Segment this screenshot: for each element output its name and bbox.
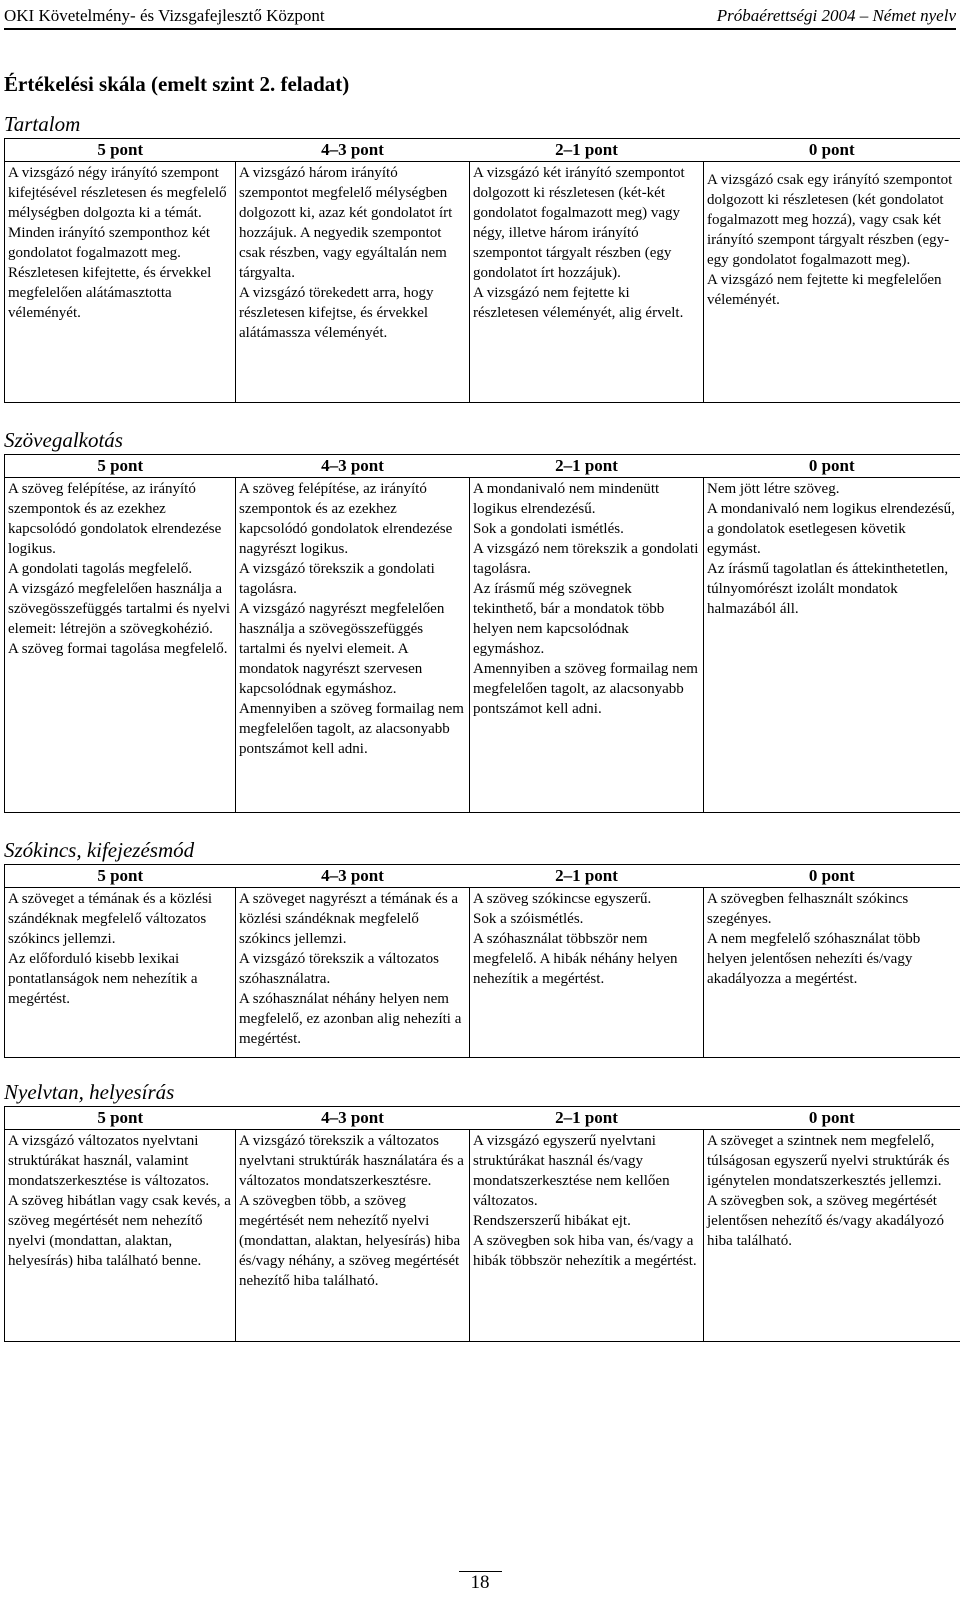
criteria-text: Nem jött létre szöveg. A mondanivaló nem logikus elrendezésű, a gondolatok esetlegesen követik egymást. Az írásmű tagolatlan és áttekinthetetlen, túlnyomórészt izolált mondatok halmazából áll. [707,481,955,617]
score-header: 5 pont [5,139,236,162]
score-header: 5 pont [5,865,236,888]
criteria-text: A szöveget nagyrészt a témának és a közlési szándéknak megfelelő szókincs jellemzi. A vizsgázó törekszik a változatos szóhasználatra. A szóhasználat néhány helyen nem megfelelő, ez azonban alig nehezíti a megértést. [239,891,462,1047]
score-header: 4–3 pont [236,455,470,478]
page-number: 18 [459,1571,502,1593]
criteria-cell [470,162,704,403]
criteria-cell [5,888,236,1058]
criteria-cell [236,162,470,403]
score-header: 2–1 pont [470,865,704,888]
score-header-row [5,139,960,162]
criteria-text: A vizsgázó nem fejtette ki megfelelően véleményét. [707,272,942,308]
score-header: 0 pont [704,1107,960,1130]
criteria-row [5,162,960,403]
score-header: 5 pont [5,1107,236,1130]
criteria-cell [470,478,704,813]
score-header: 5 pont [5,455,236,478]
criteria-cell [704,478,960,813]
criteria-cell [236,888,470,1058]
score-header-row [5,1107,960,1130]
score-header: 2–1 pont [470,455,704,478]
criteria-cell [704,162,960,403]
score-header-row [5,865,960,888]
rubric-table [4,454,960,813]
score-header: 2–1 pont [470,1107,704,1130]
criteria-text: A szöveg felépítése, az irányító szempontok és az ezekhez kapcsolódó gondolatok elrendezése nagyrészt logikus. A vizsgázó törekszik a gondolati tagolásra. A vizsgázó nagyrészt megfelelően használja a szövegösszefüggés tartalmi és nyelvi elemeit. A mondatok nagyrészt szervesen kapcsolódnak egymáshoz. Amennyiben a szöveg formailag nem megfelelően tagolt, az alacsonyabb pontszámot kell adni. [239,481,464,757]
criteria-text: A vizsgázó törekszik a változatos nyelvtani struktúrák használatára és a változatos mondatszerkesztésre. A szövegben több, a szöveg megértését nem nehezítő nyelvi (mondattan, alaktan, helyesírás) hiba és/vagy néhány, a szöveg megértését nehezítő hiba található. [239,1133,464,1289]
criteria-cell [470,888,704,1058]
criteria-text: A mondanivaló nem mindenütt logikus elrendezésű. Sok a gondolati ismétlés. A vizsgázó nem törekszik a gondolati tagolásra. Az írásmű még szövegnek tekinthető, bár a mondatok több helyen nem kapcsolódnak egymáshoz. Amennyiben a szöveg formailag nem megfelelően tagolt, az alacsonyabb pontszámot kell adni. [473,481,699,717]
score-header: 0 pont [704,455,960,478]
criteria-row [5,888,960,1058]
page-title: Értékelési skála (emelt szint 2. feladat) [4,72,350,96]
score-header: 4–3 pont [236,865,470,888]
criteria-cell [5,478,236,813]
section-tartalom [4,110,960,403]
score-header-row [5,455,960,478]
criteria-text: A szöveg felépítése, az irányító szempontok és az ezekhez kapcsolódó gondolatok elrendezése logikus. A gondolati tagolás megfelelő. A vizsgázó megfelelően használja a szövegösszefüggés tartalmi és nyelvi elemeit: létrejön a szövegkohézió. A szöveg formai tagolása megfelelő. [8,481,231,657]
score-header: 2–1 pont [470,139,704,162]
criteria-cell [470,1130,704,1342]
score-header: 0 pont [704,865,960,888]
section-label: Szövegalkotás [4,428,123,452]
criteria-cell [704,888,960,1058]
criteria-cell [5,1130,236,1342]
section-szovegalkotas [4,426,960,813]
rubric-table [4,864,960,1058]
section-label: Tartalom [4,112,81,136]
section-nyelvtan [4,1078,960,1342]
criteria-cell [5,162,236,403]
criteria-cell [236,1130,470,1342]
criteria-text: A vizsgázó változatos nyelvtani struktúrákat használ, valamint mondatszerkesztése is változatos. A szöveg hibátlan vagy csak kevés, a szöveg megértését nem nehezítő nyelvi (mondattan, alaktan, helyesírás) hiba található benne. [8,1133,231,1269]
criteria-text: A vizsgázó csak egy irányító szempontot dolgozott ki részletesen (két gondolatot fogalmazott meg hozzá), vagy csak két irányító szempont tárgyalt részben (egy-egy gondolatot fogalmazott meg). [707,172,953,268]
criteria-text: A vizsgázó két irányító szempontot dolgozott ki részletesen (két-két gondolatot fogalmazott meg) vagy négy, illetve három irányító szempontot tárgyalt részben (egy gondolatot írt hozzájuk). [473,165,685,281]
page-number-container [0,1572,960,1594]
header-left: OKI Követelmény- és Vizsgafejlesztő Központ [4,6,325,25]
rubric-table [4,1106,960,1342]
criteria-cell [236,478,470,813]
criteria-row [5,478,960,813]
criteria-text: A vizsgázó nem fejtette ki részletesen véleményét, alig érvelt. [473,285,684,321]
page-header [4,0,956,30]
criteria-text: A vizsgázó egyszerű nyelvtani struktúrákat használ és/vagy mondatszerkesztése nem kellően változatos. Rendszerszerű hibákat ejt. A szövegben sok hiba van, és/vagy a hibák többször nehezítik a megértést. [473,1133,697,1269]
criteria-text: A szöveg szókincse egyszerű. Sok a szóismétlés. A szóhasználat többször nem megfelelő. A hibák néhány helyen nehezítik a megértést. [473,891,678,987]
criteria-text: A vizsgázó törekedett arra, hogy részletesen kifejtse, és érvekkel alátámassza véleményét. [239,285,434,341]
section-label: Nyelvtan, helyesírás [4,1080,175,1104]
score-header: 4–3 pont [236,1107,470,1130]
criteria-row [5,1130,960,1342]
criteria-cell [704,1130,960,1342]
criteria-text: A szöveget a szintnek nem megfelelő, túlságosan egyszerű nyelvi struktúrák és igénytelen mondatszerkesztés jellemzi. A szövegben sok, a szöveg megértését jelentősen nehezítő és/vagy akadályozó hiba található. [707,1133,950,1249]
header-right: Próbaérettségi 2004 – Német nyelv [716,6,956,25]
rubric-table [4,138,960,403]
section-label: Szókincs, kifejezésmód [4,838,195,862]
score-header: 0 pont [704,139,960,162]
score-header: 4–3 pont [236,139,470,162]
criteria-text: A vizsgázó négy irányító szempont kifejtésével részletesen és megfelelő mélységben dolgozta ki a témát. Minden irányító szemponthoz két gondolatot fogalmazott meg. Részletesen kifejtette, és érvekkel megfelelően alátámasztotta véleményét. [8,165,227,321]
section-szokincs [4,836,960,1058]
criteria-text: A szövegben felhasznált szókincs szegényes. A nem megfelelő szóhasználat több helyen jelentősen nehezíti és/vagy akadályozza a megértést. [707,891,921,987]
criteria-text: A vizsgázó három irányító szempontot megfelelő mélységben dolgozott ki, azaz két gondolatot írt hozzájuk. A negyedik szempontot csak részben, vagy egyáltalán nem tárgyalta. [239,165,453,281]
criteria-text: A szöveget a témának és a közlési szándéknak megfelelő változatos szókincs jellemzi. Az előforduló kisebb lexikai pontatlanságok nem nehezítik a megértést. [8,891,213,1007]
